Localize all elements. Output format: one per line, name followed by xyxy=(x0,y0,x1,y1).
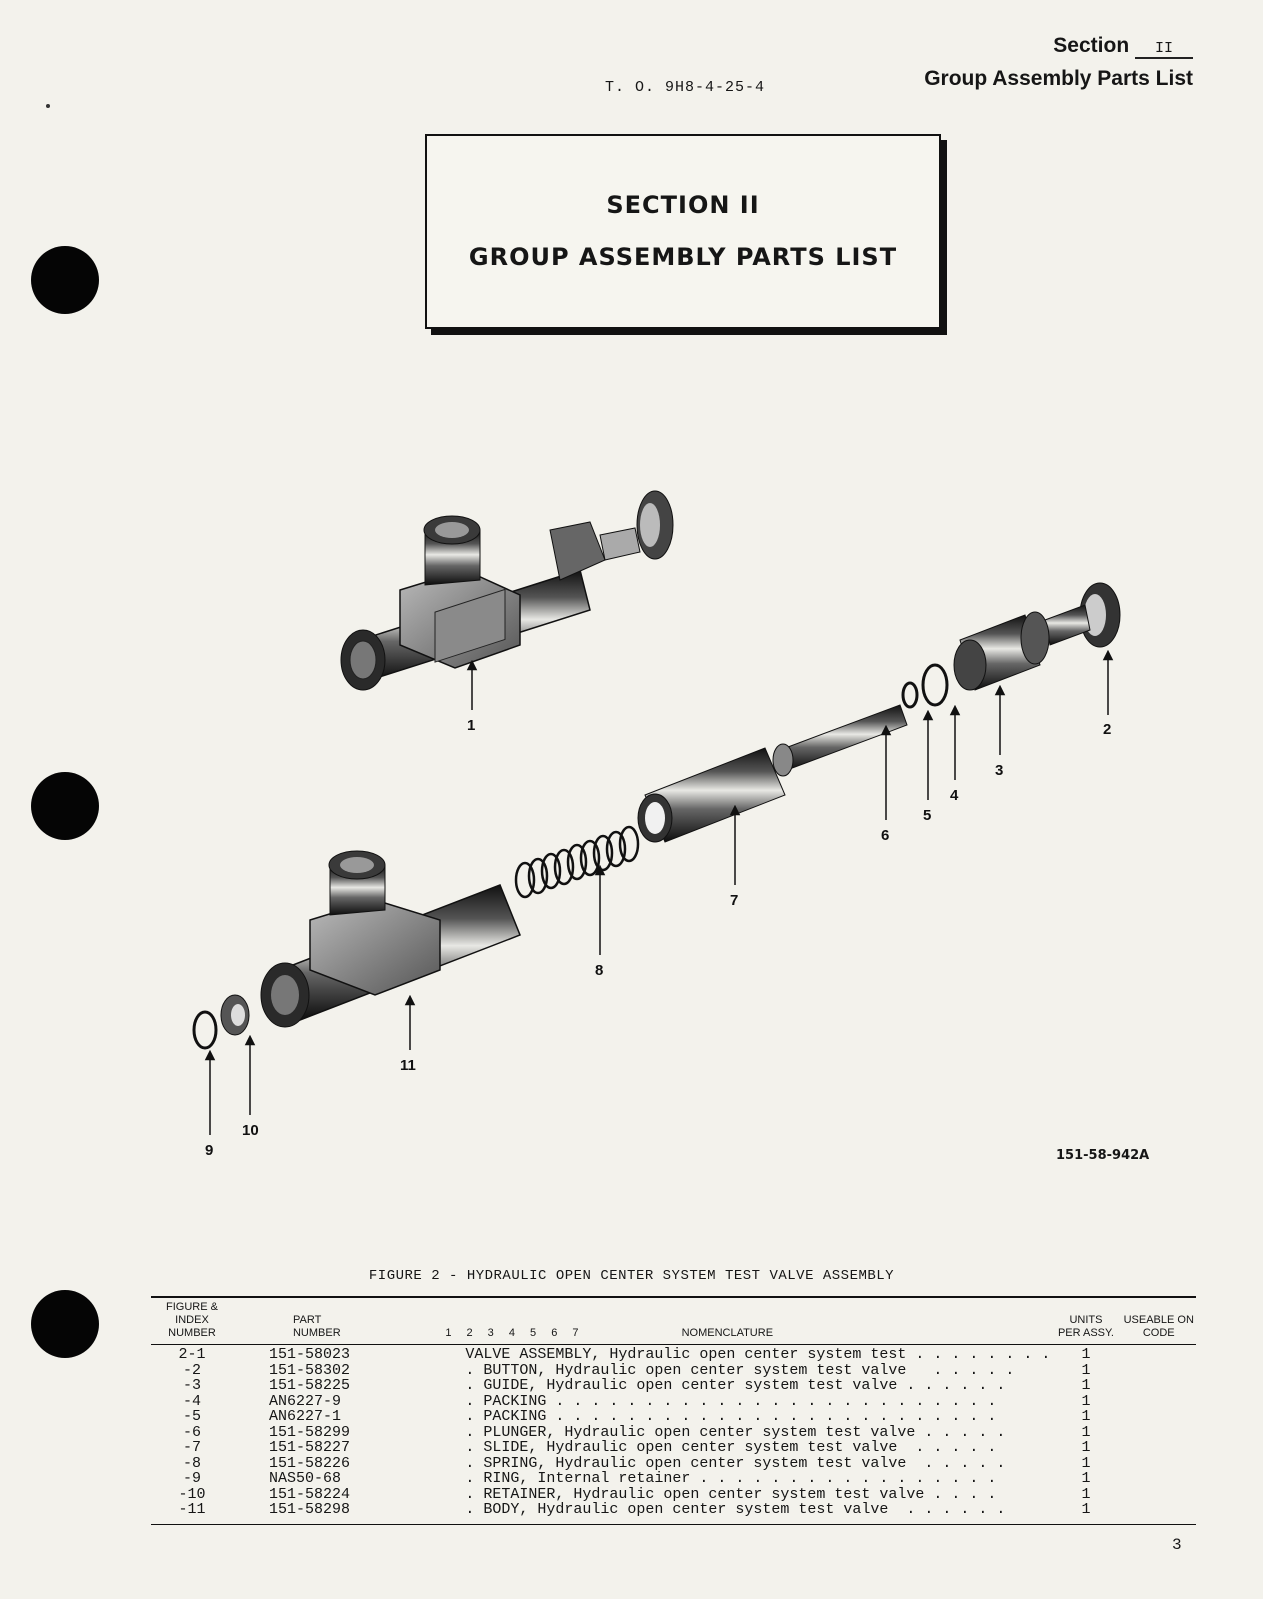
code-cell xyxy=(1122,1456,1196,1472)
units-cell: 1 xyxy=(1081,1470,1091,1487)
section-title-box xyxy=(425,134,941,329)
figure-index-cell: -7 xyxy=(182,1439,201,1456)
figure-index-cell: -5 xyxy=(182,1408,201,1425)
nomenclature-cell: . PLUNGER, Hydraulic open center system test valve . . . . . xyxy=(465,1423,1006,1441)
callout-2: 2 xyxy=(1103,721,1112,738)
code-cell xyxy=(1122,1363,1196,1379)
code-cell xyxy=(1122,1487,1196,1503)
part-number-cell: 151-58227 xyxy=(268,1439,350,1456)
table-header-row xyxy=(151,1297,1196,1345)
units-cell: 1 xyxy=(1081,1377,1091,1394)
part-number-cell: AN6227-9 xyxy=(268,1392,341,1410)
spring-part xyxy=(516,827,638,897)
part-number-cell: 151-58299 xyxy=(268,1423,350,1441)
nomenclature-cell: . SLIDE, Hydraulic open center system test valve . . . . . xyxy=(465,1439,997,1456)
part-number-cell: 151-58302 xyxy=(268,1361,350,1379)
nomenclature-cell: . RING, Internal retainer . . . . . . . . . . . . . . . . . xyxy=(465,1470,997,1487)
nomenclature-cell: . PACKING . . . . . . . . . . . . . . . . . . . . . . . . . xyxy=(465,1408,997,1425)
packing-large xyxy=(923,665,947,705)
section-title: SECTION II xyxy=(606,191,760,219)
callout-7: 7 xyxy=(730,892,739,909)
figure-index-cell: -4 xyxy=(182,1392,201,1410)
units-cell: 1 xyxy=(1081,1485,1091,1503)
part-number-cell: 151-58225 xyxy=(268,1377,350,1394)
section-number: II xyxy=(1135,40,1193,59)
binder-hole-top xyxy=(31,246,99,314)
table-row xyxy=(151,1363,1196,1379)
figure-index-cell: -9 xyxy=(182,1470,201,1487)
header-figure-index: FIGURE & INDEX NUMBER xyxy=(151,1297,233,1345)
figure-index-cell: -3 xyxy=(182,1377,201,1394)
nomenclature-cell: . RETAINER, Hydraulic open center system test valve . . . . xyxy=(465,1485,997,1503)
figure-index-cell: -8 xyxy=(182,1454,201,1472)
code-cell xyxy=(1122,1409,1196,1425)
code-cell xyxy=(1122,1471,1196,1487)
table-row xyxy=(151,1409,1196,1425)
nomenclature-cell: . BODY, Hydraulic open center system test valve . . . . . . xyxy=(425,1502,1050,1524)
technical-order-number: T. O. 9H8-4-25-4 xyxy=(605,79,766,96)
header-nomenclature-label: NOMENCLATURE xyxy=(681,1327,774,1339)
section-subtitle: GROUP ASSEMBLY PARTS LIST xyxy=(468,243,898,271)
callout-11: 11 xyxy=(400,1057,416,1074)
code-cell xyxy=(1122,1425,1196,1441)
section-label: Section xyxy=(1053,34,1130,57)
units-cell: 1 xyxy=(1081,1439,1091,1456)
parts-list-header: Group Assembly Parts List xyxy=(924,67,1193,90)
header-part-number: PART NUMBER xyxy=(233,1297,425,1345)
part-number-cell: 151-58023 xyxy=(268,1346,350,1363)
exploded-view-illustration xyxy=(180,490,1160,1190)
part-number-cell: NAS50-68 xyxy=(268,1470,341,1487)
callout-4: 4 xyxy=(950,787,959,804)
section-header xyxy=(1053,34,1193,59)
part-number-cell: 151-58224 xyxy=(268,1485,350,1503)
callout-9: 9 xyxy=(205,1142,214,1159)
figure-index-cell: -10 xyxy=(178,1485,206,1503)
figure-index-cell: -2 xyxy=(182,1361,201,1379)
part-number-cell: 151-58298 xyxy=(233,1502,425,1524)
table-row xyxy=(151,1471,1196,1487)
part-number-cell: 151-58226 xyxy=(268,1454,350,1472)
nomenclature-cell: . BUTTON, Hydraulic open center system test valve . . . . . xyxy=(465,1361,1015,1379)
table-row xyxy=(151,1456,1196,1472)
guide-part xyxy=(954,612,1049,690)
retainer-part xyxy=(221,995,249,1035)
internal-ring-part xyxy=(194,1012,216,1048)
callout-10: 10 xyxy=(242,1122,259,1139)
header-indent-levels: 1 2 3 4 5 6 7 xyxy=(445,1327,579,1339)
table-row xyxy=(151,1345,1196,1363)
code-cell xyxy=(1122,1378,1196,1394)
header-units-per-assembly: UNITS PER ASSY. xyxy=(1050,1297,1121,1345)
callout-3: 3 xyxy=(995,762,1004,779)
nomenclature-cell: . PACKING . . . . . . . . . . . . . . . . . . . . . . . . . xyxy=(465,1392,997,1410)
table-row xyxy=(151,1440,1196,1456)
nomenclature-cell: . GUIDE, Hydraulic open center system test valve . . . . . . xyxy=(465,1377,1006,1394)
code-cell xyxy=(1122,1440,1196,1456)
part-number-cell: AN6227-1 xyxy=(268,1408,341,1425)
button-part xyxy=(1045,583,1120,647)
page-number: 3 xyxy=(1172,1536,1182,1554)
plunger-part xyxy=(773,705,907,776)
table-row xyxy=(151,1394,1196,1410)
units-cell: 1 xyxy=(1050,1502,1121,1524)
nomenclature-cell: . SPRING, Hydraulic open center system test valve . . . . . xyxy=(465,1454,1006,1472)
figure-index-cell: -6 xyxy=(182,1423,201,1441)
valve-assembly-drawing xyxy=(341,491,673,690)
units-cell: 1 xyxy=(1081,1346,1091,1363)
code-cell xyxy=(1122,1502,1196,1524)
binder-hole-middle xyxy=(31,772,99,840)
illustration-code: 151-58-942A xyxy=(1056,1148,1150,1163)
units-cell: 1 xyxy=(1081,1361,1091,1379)
units-cell: 1 xyxy=(1081,1423,1091,1441)
binder-hole-bottom xyxy=(31,1290,99,1358)
header-nomenclature xyxy=(425,1297,1050,1345)
page-speck xyxy=(46,104,50,108)
table-row xyxy=(151,1378,1196,1394)
callout-6: 6 xyxy=(881,827,890,844)
callout-5: 5 xyxy=(923,807,932,824)
body-part xyxy=(261,851,520,1027)
table-row xyxy=(151,1502,1196,1524)
code-cell xyxy=(1122,1345,1196,1363)
callout-8: 8 xyxy=(595,962,604,979)
table-row xyxy=(151,1487,1196,1503)
figure-index-cell: -11 xyxy=(151,1502,233,1524)
figure-caption: FIGURE 2 - HYDRAULIC OPEN CENTER SYSTEM TEST VALVE ASSEMBLY xyxy=(368,1268,895,1284)
units-cell: 1 xyxy=(1081,1392,1091,1410)
figure-index-cell: 2-1 xyxy=(178,1346,206,1363)
nomenclature-cell: VALVE ASSEMBLY, Hydraulic open center system test . . . . . . . . xyxy=(465,1346,1051,1363)
units-cell: 1 xyxy=(1081,1408,1091,1425)
parts-list-table xyxy=(151,1296,1196,1525)
slide-part xyxy=(638,748,785,842)
code-cell xyxy=(1122,1394,1196,1410)
header-usable-on-code: USEABLE ON CODE xyxy=(1122,1297,1196,1345)
callout-1: 1 xyxy=(467,717,476,734)
packing-small xyxy=(903,683,917,707)
table-row xyxy=(151,1425,1196,1441)
units-cell: 1 xyxy=(1081,1454,1091,1472)
